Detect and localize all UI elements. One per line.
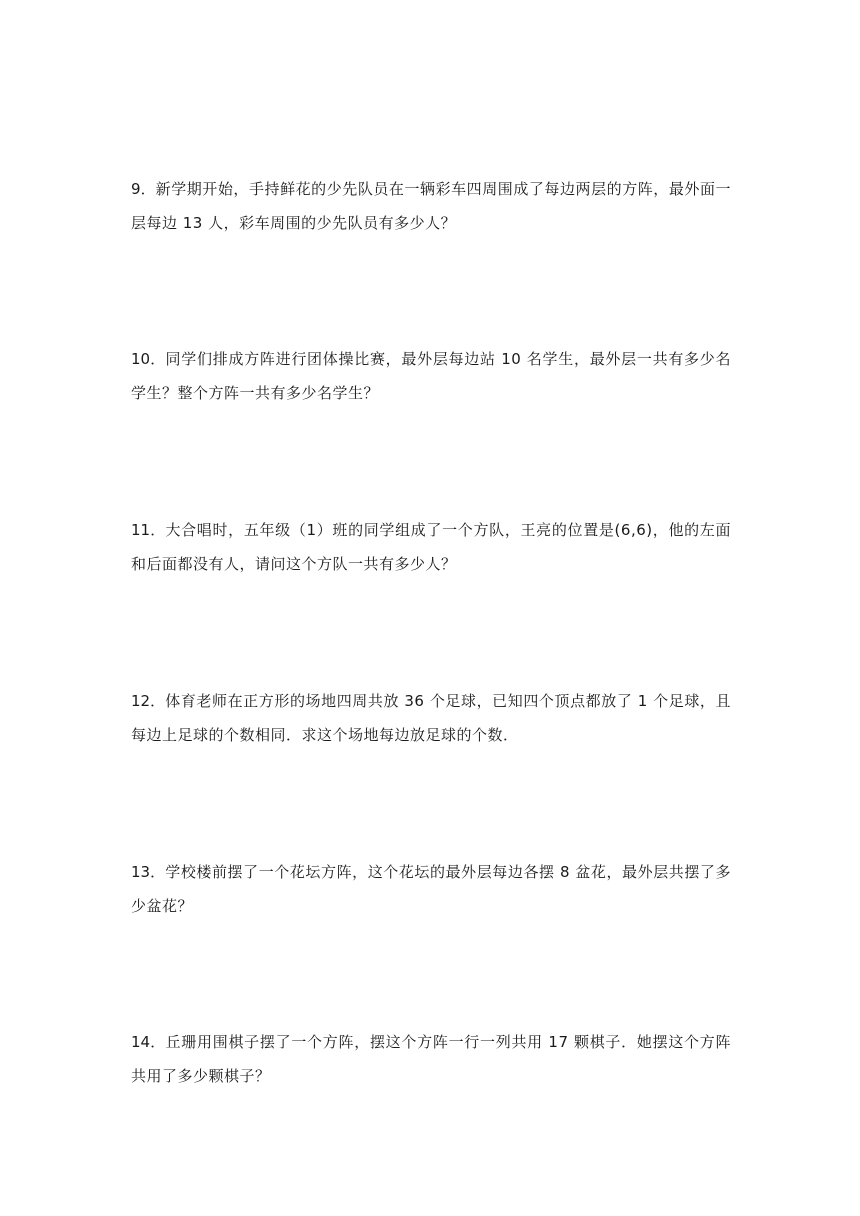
question-11 [131,513,731,581]
question-9 [131,172,731,240]
question-13 [131,855,731,923]
question-number: 13． [131,863,166,881]
question-text: 体育老师在正方形的场地四周共放 36 个足球，已知四个顶点都放了 1 个足球，且每边上足球的个数相同．求这个场地每边放足球的个数． [131,692,731,744]
question-14 [131,1025,731,1093]
question-text: 大合唱时，五年级（1）班的同学组成了一个方队，王亮的位置是(6,6)，他的左面和后面都没有人，请问这个方队一共有多少人？ [131,521,731,573]
question-text: 学校楼前摆了一个花坛方阵，这个花坛的最外层每边各摆 8 盆花，最外层共摆了多少盆花？ [131,863,731,915]
question-12 [131,684,731,752]
question-number: 10． [131,350,166,368]
question-number: 9． [131,180,156,198]
question-number: 11． [131,521,166,539]
question-text: 丘珊用围棋子摆了一个方阵，摆这个方阵一行一列共用 17 颗棋子．她摆这个方阵共用了多少颗棋子？ [131,1033,731,1085]
question-number: 14． [131,1033,166,1051]
question-number: 12． [131,692,166,710]
question-text: 新学期开始，手持鲜花的少先队员在一辆彩车四周围成了每边两层的方阵，最外面一层每边 13 人，彩车周围的少先队员有多少人？ [131,180,731,232]
question-10 [131,342,731,410]
question-text: 同学们排成方阵进行团体操比赛，最外层每边站 10 名学生，最外层一共有多少名学生？整个方阵一共有多少名学生？ [131,350,731,402]
